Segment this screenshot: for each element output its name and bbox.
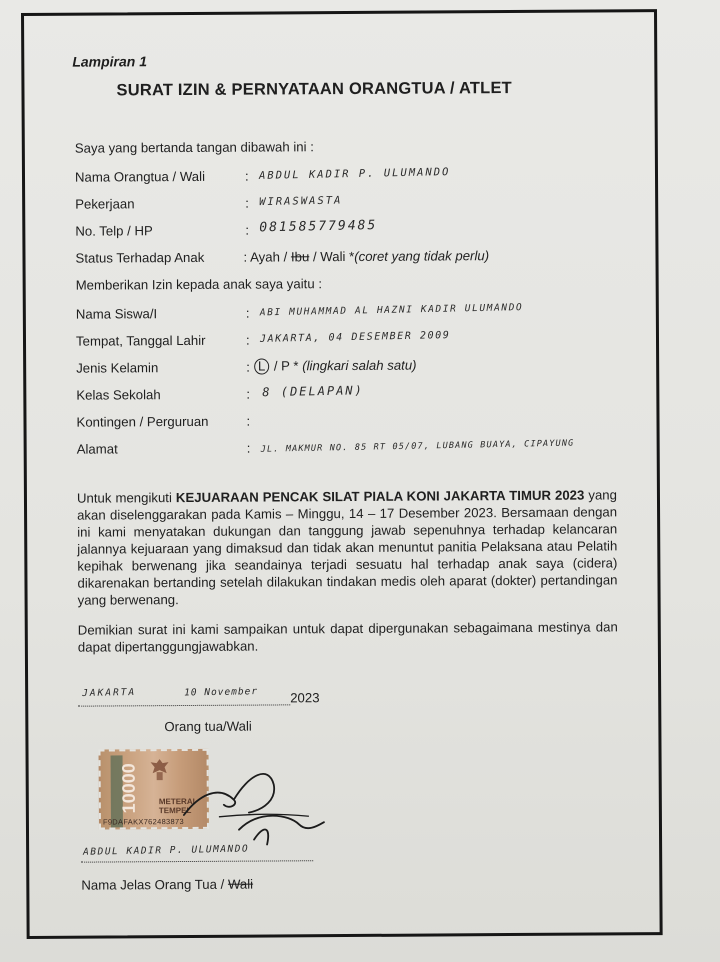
event-name: KEJUARAAN PENCAK SILAT PIALA KONI JAKARTA TIMUR 2023 [175, 487, 585, 506]
status-mid: / Wali * [309, 248, 355, 265]
status-ibu-struck: Ibu [290, 249, 310, 265]
gender-l-circled: L [254, 358, 269, 374]
document-border [21, 9, 663, 939]
parent-name-value: ABDUL KADIR P. ULUMANDO [258, 166, 451, 182]
stamp-value: 10000 [118, 763, 139, 814]
lampiran-label: Lampiran 1 [72, 53, 148, 70]
place-date-line [78, 686, 320, 706]
child-name-label: Nama Siswa/I [75, 306, 158, 322]
job-value: WIRASWASTA [259, 194, 343, 209]
address-label: Alamat [76, 441, 118, 457]
signer-dotted-line [81, 843, 313, 862]
signer-name: ABDUL KADIR P. ULUMANDO [83, 843, 250, 858]
status-prefix: : Ayah / [243, 249, 291, 265]
stamp-line1: METERAI [158, 796, 195, 807]
gender-value [254, 358, 416, 375]
stamp-serial: F9DAFAKX762483873 [102, 817, 184, 827]
class-label: Kelas Sekolah [76, 387, 161, 403]
signer-name-line [81, 843, 313, 865]
signoff-role: Orang tua/Wali [164, 718, 252, 735]
phone-colon: : [245, 222, 250, 238]
birth-value: JAKARTA, 04 DESEMBER 2009 [259, 330, 451, 345]
job-colon: : [245, 195, 249, 211]
stamp-line2: TEMPEL [158, 805, 192, 816]
signer-caption-wali: Wali [227, 876, 254, 892]
garuda-emblem-icon [149, 757, 171, 785]
statement-paragraph [77, 486, 618, 608]
address-colon: : [246, 440, 251, 456]
date-dotted-line [78, 686, 290, 706]
child-name-colon: : [245, 305, 250, 321]
class-colon: : [246, 386, 251, 402]
permission-intro: Memberikan Izin kepada anak saya yaitu : [75, 276, 323, 293]
signature-scribble [179, 754, 330, 855]
birth-label: Tempat, Tanggal Lahir [75, 332, 206, 349]
class-value: 8 (DELAPAN) [262, 383, 364, 400]
signer-caption-prefix: Nama Jelas Orang Tua / [81, 876, 228, 893]
parent-name-label: Nama Orangtua / Wali [74, 168, 206, 185]
gender-rest: / P * [270, 358, 303, 374]
statement-start: Untuk mengikuti [76, 490, 176, 506]
gender-colon: : [246, 359, 250, 375]
gender-label: Jenis Kelamin [76, 360, 159, 376]
contingent-colon: : [246, 413, 251, 429]
signer-caption [81, 877, 253, 893]
intro-text: Saya yang bertanda tangan dibawah ini : [74, 139, 314, 156]
status-label: Status Terhadap Anak [75, 249, 205, 266]
phone-label: No. Telp / HP [75, 223, 153, 239]
status-note: (coret yang tidak perlu) [354, 248, 490, 264]
gender-note: (lingkari salah satu) [302, 357, 417, 374]
job-label: Pekerjaan [75, 196, 135, 212]
place-hand: JAKARTA [82, 686, 137, 700]
date-hand: 10 November [184, 686, 259, 699]
child-name-value: ABI MUHAMMAD AL HAZNI KADIR ULUMANDO [259, 302, 524, 319]
status-value [243, 248, 489, 264]
statement-rest: yang akan diselenggarakan pada Kamis – Minggu, 14 – 17 Desember 2023. Bersamaan dengan ini kami menyatakan dukungan dan tanggung jawab sepenuhnya terhadap kelancaran jalannya kejuaraan yang dimaksud dan tidak akan menuntut panitia Pelaksana atau Pelatih kepihak berwenang jika seandainya terjadi sesuatu hal terhadap anak saya (cidera) dikarenakan bertanding setelah dilakukan tindakan medis oleh aparat (dokter) pertandingan yang berwenang. [77, 487, 618, 608]
phone-value: 081585779485 [259, 218, 378, 236]
document-title: SURAT IZIN & PERNYATAAN ORANGTUA / ATLET [116, 79, 512, 100]
closing-paragraph: Demikian surat ini kami sampaikan untuk dapat dipergunakan sebagaimana mestinya dan dapat dipertanggungjawabkan. [77, 619, 618, 655]
contingent-label: Kontingen / Perguruan [76, 413, 209, 430]
parent-name-colon: : [244, 168, 249, 184]
birth-colon: : [245, 332, 250, 348]
address-value: JL. MAKMUR NO. 85 RT 05/07, LUBANG BUAYA, CIPAYUNG [260, 438, 575, 455]
signoff-year: 2023 [290, 690, 320, 706]
